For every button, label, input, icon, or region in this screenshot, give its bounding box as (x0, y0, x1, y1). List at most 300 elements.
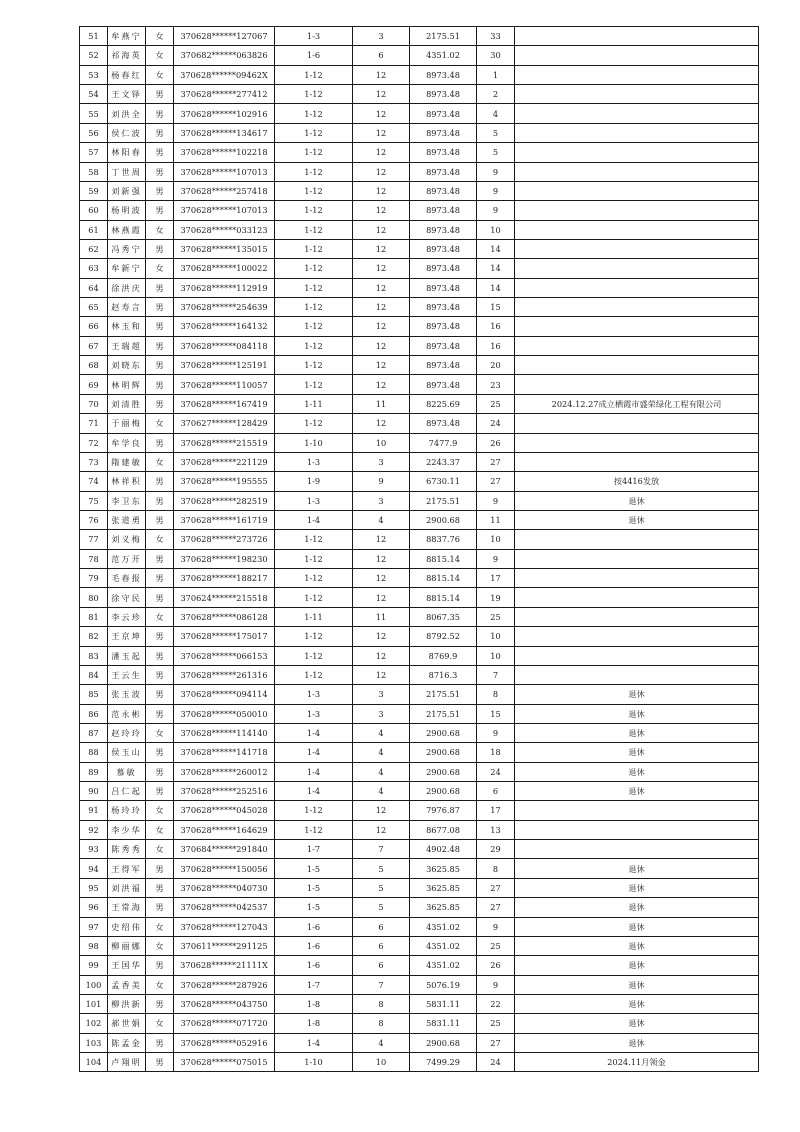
remark-cell: 退休 (515, 956, 759, 975)
month-range-cell: 1-12 (275, 220, 353, 239)
amount-cell: 8973.48 (410, 259, 477, 278)
gender-cell: 女 (146, 975, 174, 994)
month-count-cell: 8 (353, 994, 410, 1013)
row-number-cell: 82 (80, 627, 108, 646)
month-range-cell: 1-12 (275, 414, 353, 433)
table-row (80, 433, 759, 452)
years-count-cell: 27 (477, 472, 515, 491)
remark-cell (515, 375, 759, 394)
table-row (80, 994, 759, 1013)
years-count-cell: 8 (477, 859, 515, 878)
row-number-cell: 87 (80, 723, 108, 742)
month-count-cell: 6 (353, 936, 410, 955)
years-count-cell: 11 (477, 510, 515, 529)
person-name-cell: 慕敏 (108, 762, 146, 781)
id-number-cell: 370628******287926 (174, 975, 275, 994)
id-number-cell: 370628******161719 (174, 510, 275, 529)
remark-cell: 2024.12.27成立栖霞市盛荣绿化工程有限公司 (515, 394, 759, 413)
years-count-cell: 30 (477, 46, 515, 65)
row-number-cell: 96 (80, 898, 108, 917)
person-name-cell: 徐洪庆 (108, 278, 146, 297)
amount-cell: 2900.68 (410, 782, 477, 801)
month-range-cell: 1-6 (275, 46, 353, 65)
id-number-cell: 370628******135015 (174, 239, 275, 258)
id-number-cell: 370628******261316 (174, 665, 275, 684)
gender-cell: 男 (146, 762, 174, 781)
month-range-cell: 1-12 (275, 317, 353, 336)
years-count-cell: 23 (477, 375, 515, 394)
id-number-cell: 370628******040730 (174, 878, 275, 897)
table-row (80, 104, 759, 123)
month-count-cell: 5 (353, 859, 410, 878)
amount-cell: 5076.19 (410, 975, 477, 994)
amount-cell: 8973.48 (410, 375, 477, 394)
amount-cell: 8973.48 (410, 239, 477, 258)
table-row (80, 936, 759, 955)
month-count-cell: 12 (353, 530, 410, 549)
amount-cell: 2243.37 (410, 452, 477, 471)
id-number-cell: 370624******215518 (174, 588, 275, 607)
remark-cell: 退休 (515, 975, 759, 994)
table-row (80, 1033, 759, 1052)
years-count-cell: 26 (477, 956, 515, 975)
id-number-cell: 370628******215519 (174, 433, 275, 452)
month-range-cell: 1-12 (275, 85, 353, 104)
years-count-cell: 20 (477, 356, 515, 375)
remark-cell: 退休 (515, 859, 759, 878)
years-count-cell: 33 (477, 27, 515, 46)
month-range-cell: 1-12 (275, 820, 353, 839)
gender-cell: 男 (146, 859, 174, 878)
id-number-cell: 370628******273726 (174, 530, 275, 549)
person-name-cell: 王文铎 (108, 85, 146, 104)
person-name-cell: 赵玲玲 (108, 723, 146, 742)
id-number-cell: 370611******291125 (174, 936, 275, 955)
id-number-cell: 370628******254639 (174, 298, 275, 317)
person-name-cell: 牟学良 (108, 433, 146, 452)
person-name-cell: 李卫东 (108, 491, 146, 510)
table-row (80, 801, 759, 820)
month-range-cell: 1-12 (275, 143, 353, 162)
amount-cell: 8973.48 (410, 104, 477, 123)
years-count-cell: 25 (477, 1014, 515, 1033)
month-range-cell: 1-11 (275, 394, 353, 413)
amount-cell: 4351.02 (410, 917, 477, 936)
person-name-cell: 陈秀秀 (108, 840, 146, 859)
person-name-cell: 刘清胜 (108, 394, 146, 413)
gender-cell: 男 (146, 472, 174, 491)
table-row (80, 956, 759, 975)
month-range-cell: 1-4 (275, 782, 353, 801)
person-name-cell: 林玉和 (108, 317, 146, 336)
gender-cell: 女 (146, 46, 174, 65)
month-range-cell: 1-8 (275, 994, 353, 1013)
id-number-cell: 370628******084118 (174, 336, 275, 355)
table-row (80, 356, 759, 375)
person-name-cell: 柳洪新 (108, 994, 146, 1013)
month-range-cell: 1-12 (275, 123, 353, 142)
years-count-cell: 27 (477, 898, 515, 917)
month-range-cell: 1-7 (275, 840, 353, 859)
years-count-cell: 14 (477, 278, 515, 297)
row-number-cell: 85 (80, 685, 108, 704)
years-count-cell: 25 (477, 394, 515, 413)
id-number-cell: 370628******188217 (174, 569, 275, 588)
row-number-cell: 76 (80, 510, 108, 529)
id-number-cell: 370628******071720 (174, 1014, 275, 1033)
years-count-cell: 16 (477, 317, 515, 336)
amount-cell: 2900.68 (410, 743, 477, 762)
amount-cell: 8792.52 (410, 627, 477, 646)
amount-cell: 8973.48 (410, 336, 477, 355)
remark-cell (515, 414, 759, 433)
table-row (80, 762, 759, 781)
gender-cell: 女 (146, 801, 174, 820)
remark-cell: 退休 (515, 782, 759, 801)
remark-cell: 2024.11月领金 (515, 1053, 759, 1072)
id-number-cell: 370628******282519 (174, 491, 275, 510)
years-count-cell: 24 (477, 414, 515, 433)
amount-cell: 8973.48 (410, 201, 477, 220)
person-name-cell: 王瑞超 (108, 336, 146, 355)
table-row (80, 820, 759, 839)
month-count-cell: 3 (353, 452, 410, 471)
gender-cell: 男 (146, 278, 174, 297)
month-range-cell: 1-12 (275, 201, 353, 220)
month-count-cell: 12 (353, 317, 410, 336)
subsidy-roster-table (79, 26, 759, 1072)
id-number-cell: 370628******102916 (174, 104, 275, 123)
month-range-cell: 1-6 (275, 917, 353, 936)
years-count-cell: 10 (477, 646, 515, 665)
row-number-cell: 54 (80, 85, 108, 104)
table-row (80, 510, 759, 529)
gender-cell: 女 (146, 220, 174, 239)
gender-cell: 女 (146, 65, 174, 84)
row-number-cell: 53 (80, 65, 108, 84)
table-row (80, 394, 759, 413)
gender-cell: 男 (146, 433, 174, 452)
years-count-cell: 4 (477, 104, 515, 123)
id-number-cell: 370628******094114 (174, 685, 275, 704)
month-count-cell: 4 (353, 723, 410, 742)
person-name-cell: 李少华 (108, 820, 146, 839)
gender-cell: 男 (146, 743, 174, 762)
gender-cell: 男 (146, 104, 174, 123)
amount-cell: 8973.48 (410, 356, 477, 375)
row-number-cell: 93 (80, 840, 108, 859)
month-range-cell: 1-12 (275, 530, 353, 549)
person-name-cell: 潘玉起 (108, 646, 146, 665)
years-count-cell: 19 (477, 588, 515, 607)
row-number-cell: 78 (80, 549, 108, 568)
month-range-cell: 1-12 (275, 259, 353, 278)
month-range-cell: 1-6 (275, 956, 353, 975)
amount-cell: 8716.3 (410, 665, 477, 684)
years-count-cell: 27 (477, 452, 515, 471)
month-count-cell: 12 (353, 239, 410, 258)
person-name-cell: 徐守民 (108, 588, 146, 607)
table-row (80, 627, 759, 646)
month-count-cell: 11 (353, 394, 410, 413)
gender-cell: 男 (146, 782, 174, 801)
amount-cell: 8973.48 (410, 162, 477, 181)
gender-cell: 男 (146, 878, 174, 897)
person-name-cell: 范永彬 (108, 704, 146, 723)
amount-cell: 8973.48 (410, 298, 477, 317)
id-number-cell: 370628******127043 (174, 917, 275, 936)
amount-cell: 8769.9 (410, 646, 477, 665)
row-number-cell: 100 (80, 975, 108, 994)
person-name-cell: 刘新强 (108, 181, 146, 200)
table-row (80, 201, 759, 220)
table-row (80, 665, 759, 684)
id-number-cell: 370628******112919 (174, 278, 275, 297)
table-row (80, 452, 759, 471)
month-range-cell: 1-10 (275, 1053, 353, 1072)
remark-cell (515, 259, 759, 278)
remark-cell: 退休 (515, 762, 759, 781)
person-name-cell: 吕仁起 (108, 782, 146, 801)
month-count-cell: 4 (353, 782, 410, 801)
gender-cell: 男 (146, 394, 174, 413)
amount-cell: 4351.02 (410, 936, 477, 955)
id-number-cell: 370628******114140 (174, 723, 275, 742)
id-number-cell: 370628******09462X (174, 65, 275, 84)
row-number-cell: 101 (80, 994, 108, 1013)
gender-cell: 男 (146, 317, 174, 336)
years-count-cell: 9 (477, 162, 515, 181)
month-range-cell: 1-5 (275, 878, 353, 897)
table-row (80, 278, 759, 297)
gender-cell: 男 (146, 356, 174, 375)
table-row (80, 898, 759, 917)
table-row (80, 375, 759, 394)
person-name-cell: 牟燕宁 (108, 27, 146, 46)
row-number-cell: 51 (80, 27, 108, 46)
gender-cell: 男 (146, 85, 174, 104)
month-count-cell: 5 (353, 878, 410, 897)
person-name-cell: 丁世周 (108, 162, 146, 181)
month-range-cell: 1-4 (275, 510, 353, 529)
amount-cell: 4902.48 (410, 840, 477, 859)
row-number-cell: 89 (80, 762, 108, 781)
amount-cell: 2175.51 (410, 27, 477, 46)
person-name-cell: 卢翔明 (108, 1053, 146, 1072)
row-number-cell: 81 (80, 607, 108, 626)
row-number-cell: 70 (80, 394, 108, 413)
table-row (80, 588, 759, 607)
month-count-cell: 12 (353, 569, 410, 588)
month-range-cell: 1-9 (275, 472, 353, 491)
id-number-cell: 370628******110057 (174, 375, 275, 394)
table-row (80, 27, 759, 46)
gender-cell: 女 (146, 607, 174, 626)
gender-cell: 女 (146, 1014, 174, 1033)
id-number-cell: 370628******127067 (174, 27, 275, 46)
month-count-cell: 4 (353, 762, 410, 781)
row-number-cell: 61 (80, 220, 108, 239)
person-name-cell: 隋建敏 (108, 452, 146, 471)
row-number-cell: 62 (80, 239, 108, 258)
row-number-cell: 55 (80, 104, 108, 123)
remark-cell (515, 181, 759, 200)
amount-cell: 7499.29 (410, 1053, 477, 1072)
person-name-cell: 王得军 (108, 859, 146, 878)
person-name-cell: 王云生 (108, 665, 146, 684)
remark-cell (515, 607, 759, 626)
month-count-cell: 12 (353, 278, 410, 297)
table-row (80, 491, 759, 510)
amount-cell: 3625.85 (410, 898, 477, 917)
amount-cell: 6730.11 (410, 472, 477, 491)
amount-cell: 8837.76 (410, 530, 477, 549)
month-range-cell: 1-12 (275, 336, 353, 355)
years-count-cell: 9 (477, 723, 515, 742)
gender-cell: 女 (146, 530, 174, 549)
gender-cell: 男 (146, 994, 174, 1013)
years-count-cell: 9 (477, 917, 515, 936)
years-count-cell: 16 (477, 336, 515, 355)
remark-cell (515, 665, 759, 684)
row-number-cell: 66 (80, 317, 108, 336)
amount-cell: 8677.08 (410, 820, 477, 839)
id-number-cell: 370628******052916 (174, 1033, 275, 1052)
month-count-cell: 12 (353, 259, 410, 278)
id-number-cell: 370628******107013 (174, 162, 275, 181)
table-row (80, 743, 759, 762)
remark-cell: 退休 (515, 1014, 759, 1033)
id-number-cell: 370628******134617 (174, 123, 275, 142)
remark-cell (515, 104, 759, 123)
amount-cell: 5831.11 (410, 1014, 477, 1033)
id-number-cell: 370628******066153 (174, 646, 275, 665)
month-count-cell: 7 (353, 975, 410, 994)
table-row (80, 317, 759, 336)
table-row (80, 917, 759, 936)
month-range-cell: 1-12 (275, 104, 353, 123)
gender-cell: 女 (146, 840, 174, 859)
person-name-cell: 林阳春 (108, 143, 146, 162)
person-name-cell: 杨春红 (108, 65, 146, 84)
month-count-cell: 3 (353, 27, 410, 46)
person-name-cell: 张玉波 (108, 685, 146, 704)
remark-cell (515, 65, 759, 84)
amount-cell: 3625.85 (410, 878, 477, 897)
month-count-cell: 12 (353, 85, 410, 104)
person-name-cell: 侯仁波 (108, 123, 146, 142)
gender-cell: 男 (146, 1053, 174, 1072)
month-count-cell: 12 (353, 356, 410, 375)
month-count-cell: 12 (353, 414, 410, 433)
amount-cell: 2900.68 (410, 510, 477, 529)
amount-cell: 8815.14 (410, 549, 477, 568)
row-number-cell: 56 (80, 123, 108, 142)
amount-cell: 8815.14 (410, 569, 477, 588)
table-row (80, 530, 759, 549)
month-range-cell: 1-12 (275, 181, 353, 200)
table-row (80, 704, 759, 723)
month-count-cell: 11 (353, 607, 410, 626)
remark-cell (515, 646, 759, 665)
gender-cell: 男 (146, 898, 174, 917)
row-number-cell: 88 (80, 743, 108, 762)
row-number-cell: 73 (80, 452, 108, 471)
remark-cell (515, 549, 759, 568)
years-count-cell: 2 (477, 85, 515, 104)
month-count-cell: 9 (353, 472, 410, 491)
month-range-cell: 1-5 (275, 898, 353, 917)
id-number-cell: 370628******086128 (174, 607, 275, 626)
years-count-cell: 27 (477, 1033, 515, 1052)
amount-cell: 8973.48 (410, 181, 477, 200)
amount-cell: 8973.48 (410, 414, 477, 433)
month-range-cell: 1-4 (275, 743, 353, 762)
person-name-cell: 柳丽娜 (108, 936, 146, 955)
id-number-cell: 370628******107013 (174, 201, 275, 220)
row-number-cell: 92 (80, 820, 108, 839)
month-count-cell: 5 (353, 898, 410, 917)
table-row (80, 472, 759, 491)
row-number-cell: 74 (80, 472, 108, 491)
row-number-cell: 77 (80, 530, 108, 549)
amount-cell: 8973.48 (410, 143, 477, 162)
gender-cell: 女 (146, 259, 174, 278)
remark-cell: 退休 (515, 510, 759, 529)
gender-cell: 男 (146, 123, 174, 142)
row-number-cell: 103 (80, 1033, 108, 1052)
month-count-cell: 12 (353, 201, 410, 220)
amount-cell: 2175.51 (410, 491, 477, 510)
id-number-cell: 370628******175017 (174, 627, 275, 646)
years-count-cell: 22 (477, 994, 515, 1013)
row-number-cell: 58 (80, 162, 108, 181)
years-count-cell: 10 (477, 220, 515, 239)
id-number-cell: 370628******164629 (174, 820, 275, 839)
remark-cell (515, 569, 759, 588)
row-number-cell: 65 (80, 298, 108, 317)
month-count-cell: 3 (353, 704, 410, 723)
month-range-cell: 1-7 (275, 975, 353, 994)
table-row (80, 85, 759, 104)
amount-cell: 7976.87 (410, 801, 477, 820)
id-number-cell: 370684******291840 (174, 840, 275, 859)
id-number-cell: 370628******257418 (174, 181, 275, 200)
row-number-cell: 90 (80, 782, 108, 801)
years-count-cell: 9 (477, 201, 515, 220)
gender-cell: 男 (146, 491, 174, 510)
person-name-cell: 李云珍 (108, 607, 146, 626)
years-count-cell: 14 (477, 259, 515, 278)
remark-cell (515, 239, 759, 258)
amount-cell: 2175.51 (410, 685, 477, 704)
person-name-cell: 郝世娟 (108, 1014, 146, 1033)
month-count-cell: 3 (353, 685, 410, 704)
month-count-cell: 12 (353, 298, 410, 317)
person-name-cell: 王国华 (108, 956, 146, 975)
id-number-cell: 370628******042537 (174, 898, 275, 917)
month-range-cell: 1-12 (275, 569, 353, 588)
gender-cell: 男 (146, 162, 174, 181)
gender-cell: 男 (146, 549, 174, 568)
table-row (80, 569, 759, 588)
row-number-cell: 67 (80, 336, 108, 355)
row-number-cell: 98 (80, 936, 108, 955)
table-row (80, 685, 759, 704)
remark-cell: 退休 (515, 878, 759, 897)
person-name-cell: 刘义梅 (108, 530, 146, 549)
years-count-cell: 9 (477, 549, 515, 568)
